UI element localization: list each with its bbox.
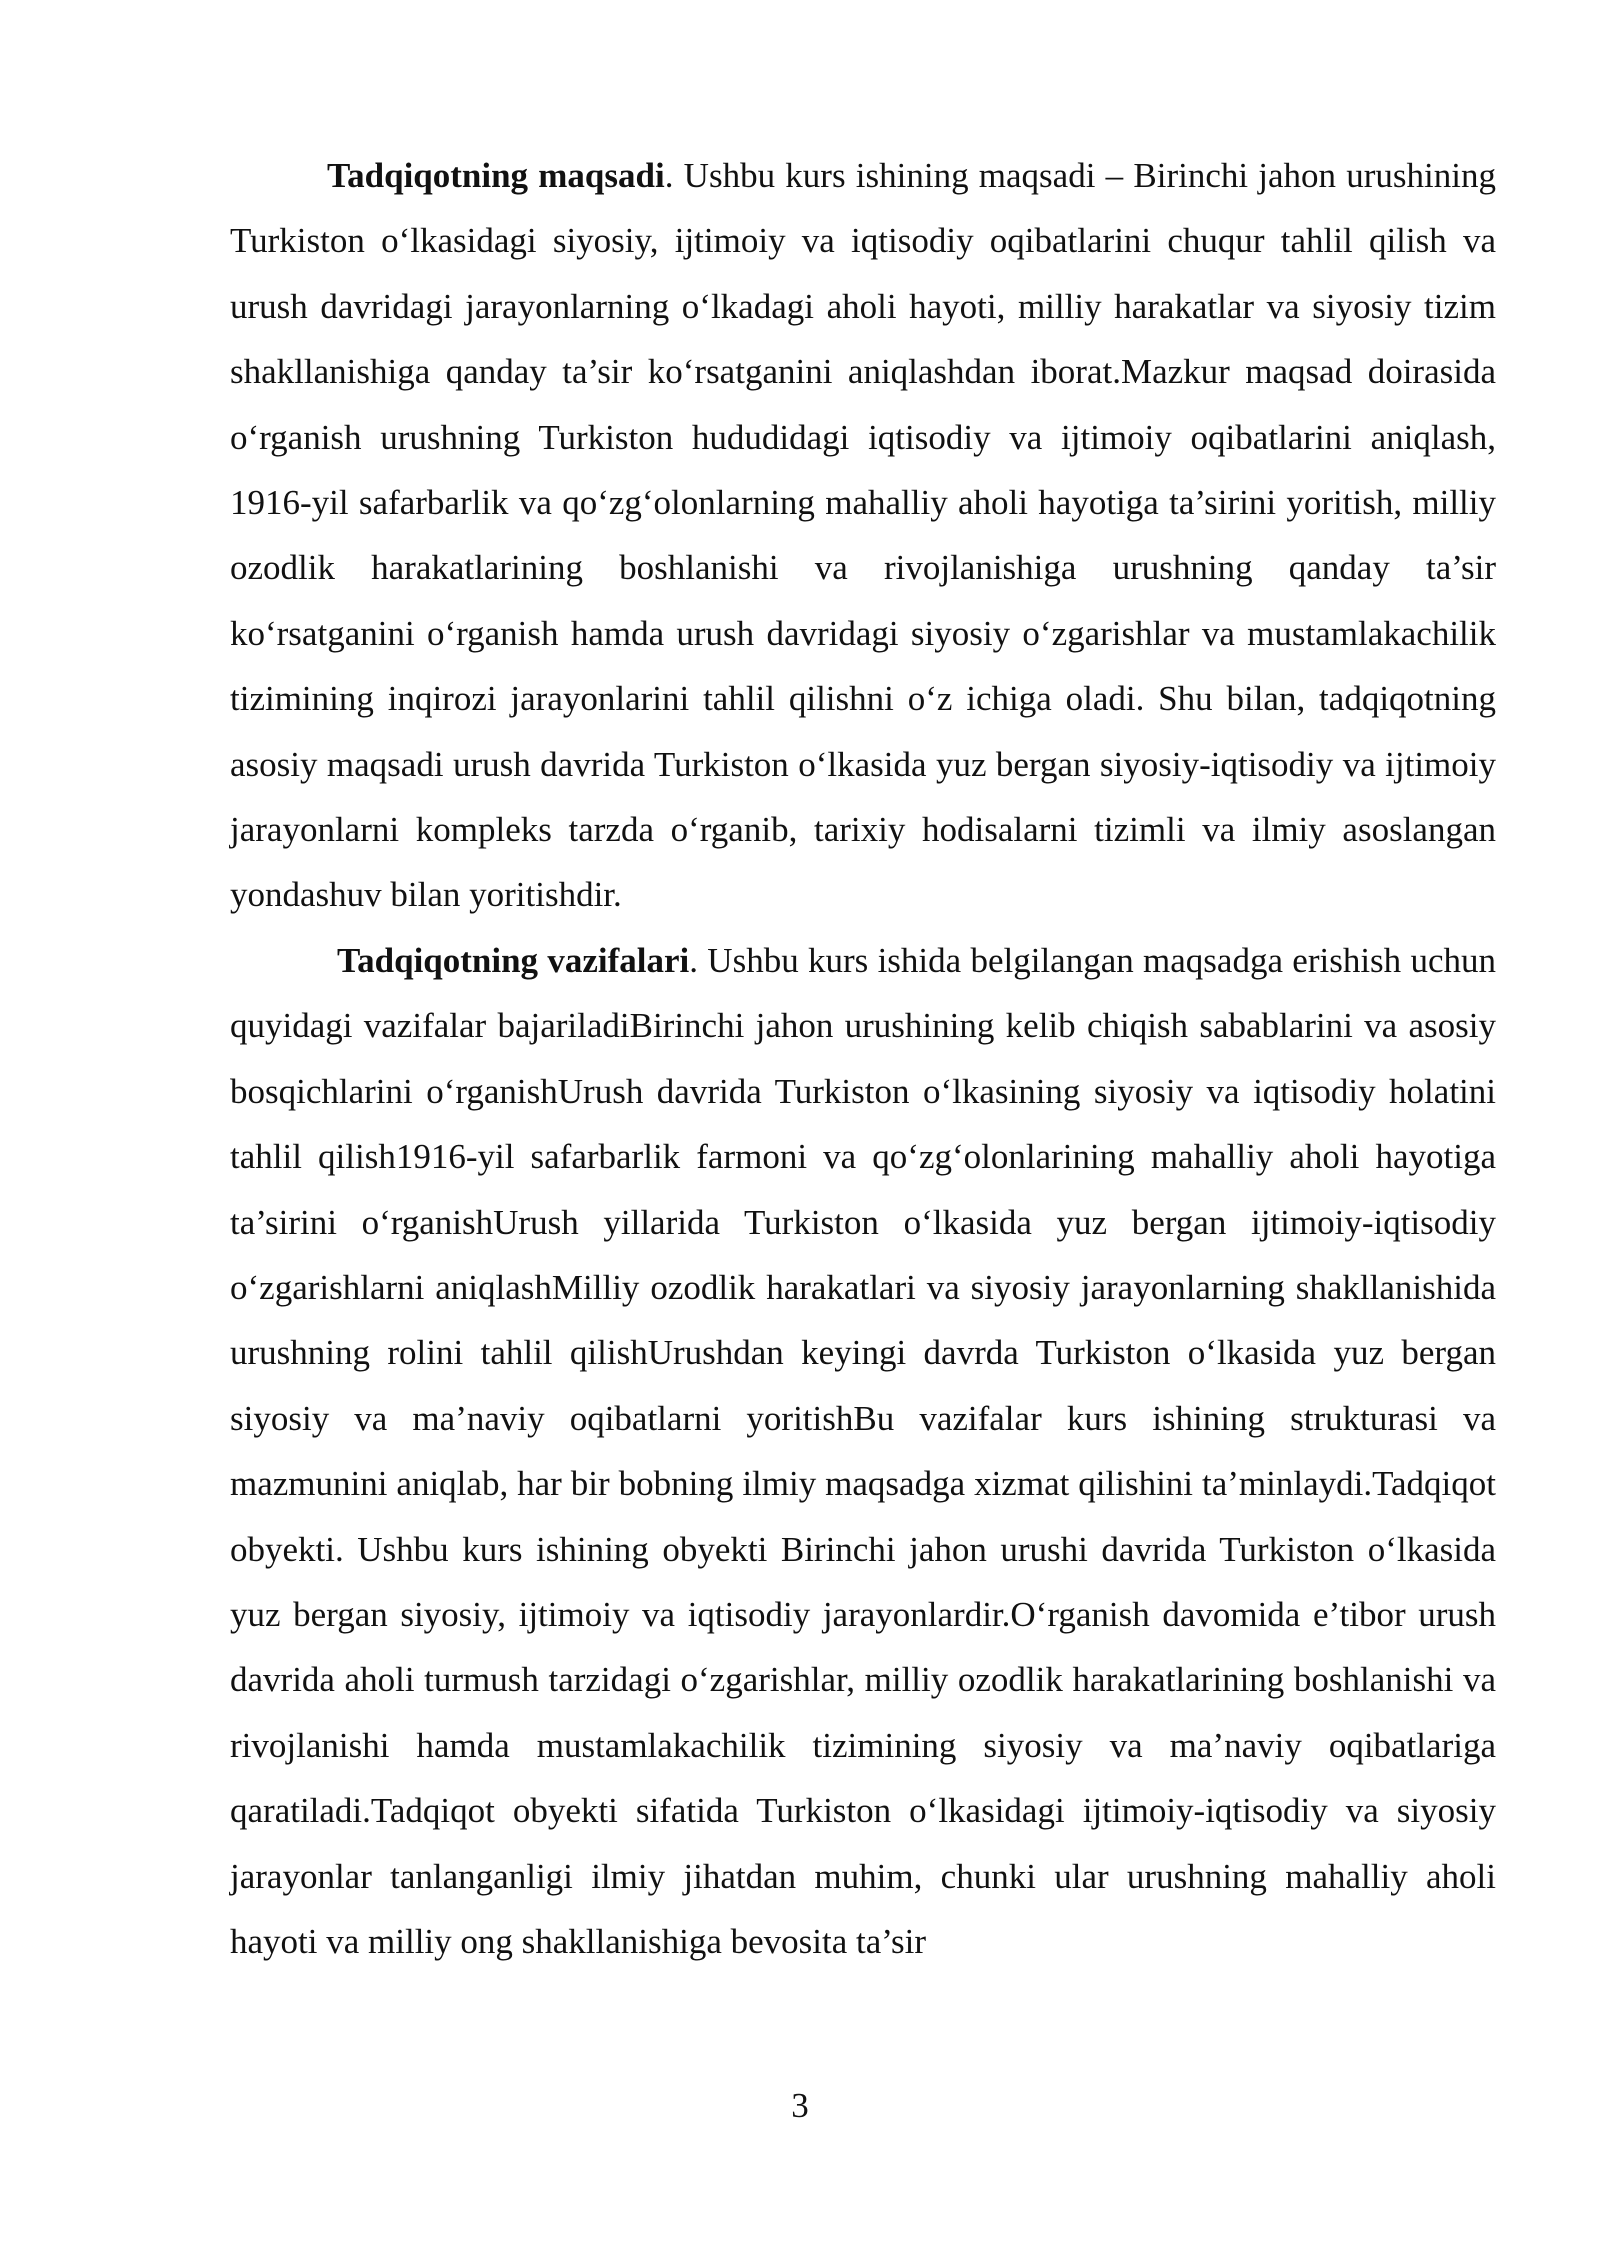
paragraph-research-goal — [230, 143, 1496, 928]
page-number: 3 — [791, 2086, 809, 2125]
research-goal-heading: Tadqiqotning maqsadi — [327, 156, 665, 195]
research-goal-text: . Ushbu kurs ishining maqsadi – Birinchi jahon urushining Turkiston o‘lkasidagi siyosiy, ijtimoiy va iqtisodiy oqibatlarini chuqur tahlil qilish va urush davridagi jarayonlarning o‘lkadagi aholi hayoti, milliy harakatlar va siyosiy tizim shakllanishiga qanday ta’sir ko‘rsatganini aniqlashdan iborat.Mazkur maqsad doirasida o‘rganish urushning Turkiston hududidagi iqtisodiy va ijtimoiy oqibatlarini aniqlash, 1916-yil safarbarlik va qo‘zg‘olonlarning mahalliy aholi hayotiga ta’sirini yoritish, milliy ozodlik harakatlarining boshlanishi va rivojlanishiga urushning qanday ta’sir ko‘rsatganini o‘rganish hamda urush davridagi siyosiy o‘zgarishlar va mustamlakachilik tizimining inqirozi jarayonlarini tahlil qilishni o‘z ichiga oladi. Shu bilan, tadqiqotning asosiy maqsadi urush davrida Turkiston o‘lkasida yuz bergan siyosiy-iqtisodiy va ijtimoiy jarayonlarni kompleks tarzda o‘rganib, tarixiy hodisalarni tizimli va ilmiy asoslangan yondashuv bilan yoritishdir. — [230, 156, 1496, 915]
research-tasks-text: . Ushbu kurs ishida belgilangan maqsadga erishish uchun quyidagi vazifalar bajariladiBirinchi jahon urushining kelib chiqish sabablarini va asosiy bosqichlarini o‘rganishUrush davrida Turkiston o‘lkasining siyosiy va iqtisodiy holatini tahlil qilish1916-yil safarbarlik farmoni va qo‘zg‘olonlarining mahalliy aholi hayotiga ta’sirini o‘rganishUrush yillarida Turkiston o‘lkasida yuz bergan ijtimoiy-iqtisodiy o‘zgarishlarni aniqlashMilliy ozodlik harakatlari va siyosiy jarayonlarning shakllanishida urushning rolini tahlil qilishUrushdan keyingi davrda Turkiston o‘lkasida yuz bergan siyosiy va ma’naviy oqibatlarni yoritishBu vazifalar kurs ishining strukturasi va mazmunini aniqlab, har bir bobning ilmiy maqsadga xizmat qilishini ta’minlaydi.Tadqiqot obyekti. Ushbu kurs ishining obyekti Birinchi jahon urushi davrida Turkiston o‘lkasida yuz bergan siyosiy, ijtimoiy va iqtisodiy jarayonlardir.O‘rganish davomida e’tibor urush davrida aholi turmush tarzidagi o‘zgarishlar, milliy ozodlik harakatlarining boshlanishi va rivojlanishi hamda mustamlakachilik tizimining siyosiy va ma’naviy oqibatlariga qaratiladi.Tadqiqot obyekti sifatida Turkiston o‘lkasidagi ijtimoiy-iqtisodiy va siyosiy jarayonlar tanlanganligi ilmiy jihatdan muhim, chunki ular urushning mahalliy aholi hayoti va milliy ong shakllanishiga bevosita ta’sir — [230, 940, 1496, 1961]
body-text — [230, 143, 1496, 1974]
paragraph-research-tasks — [230, 928, 1496, 1975]
research-tasks-heading: Tadqiqotning vazifalari — [337, 940, 690, 980]
